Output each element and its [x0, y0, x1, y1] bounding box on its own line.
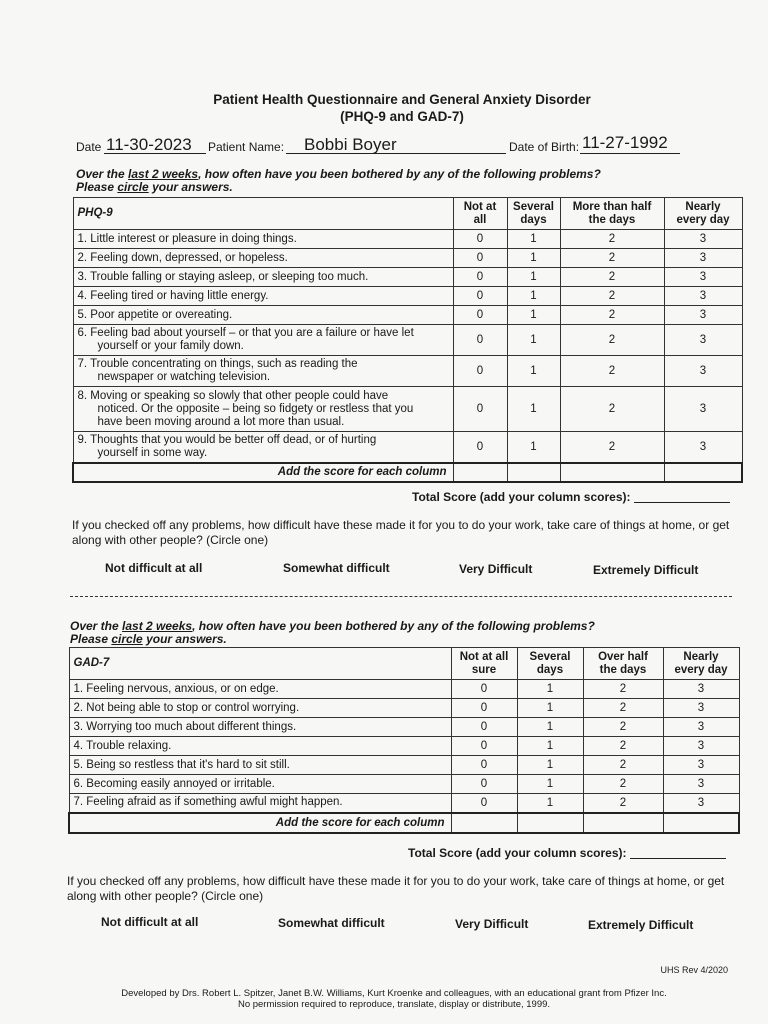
- answer-option[interactable]: 0: [453, 268, 507, 287]
- revision-note: UHS Rev 4/2020: [660, 965, 728, 975]
- answer-option[interactable]: 2: [560, 356, 664, 387]
- column-header: Not at all sure: [451, 648, 517, 680]
- question-text: 7. Feeling afraid as if something awful might happen.: [69, 794, 451, 813]
- phq-option-not-difficult[interactable]: Not difficult at all: [105, 561, 203, 575]
- answer-option[interactable]: 1: [507, 230, 560, 249]
- table-row: [73, 268, 742, 287]
- answer-option[interactable]: 2: [560, 325, 664, 356]
- answer-option[interactable]: 3: [664, 306, 742, 325]
- footer-permission: No permission required to reproduce, translate, display or distribute, 1999.: [237, 999, 551, 1010]
- question-text: 3. Worrying too much about different things.: [69, 718, 451, 737]
- answer-option[interactable]: 3: [664, 387, 742, 432]
- table-row: [73, 230, 742, 249]
- table-row: [69, 699, 739, 718]
- column-header: Not at all: [453, 198, 507, 230]
- table-row: [69, 718, 739, 737]
- sum-row: [73, 463, 742, 482]
- question-text: 9. Thoughts that you would be better off dead, or of hurting yourself in some way.: [73, 432, 453, 463]
- gad-prompt: Over the last 2 weeks, how often have you been bothered by any of the following problems? Please circle your answers.: [70, 619, 595, 646]
- answer-option[interactable]: 3: [663, 756, 739, 775]
- answer-option[interactable]: 3: [663, 718, 739, 737]
- phq-option-extremely-difficult[interactable]: Extremely Difficult: [593, 563, 699, 577]
- answer-option[interactable]: 0: [451, 680, 517, 699]
- table-row: [69, 737, 739, 756]
- answer-option[interactable]: 1: [507, 325, 560, 356]
- answer-option[interactable]: 2: [583, 699, 663, 718]
- gad-total-blank[interactable]: [630, 858, 726, 859]
- column-sum-cell[interactable]: [507, 463, 560, 482]
- question-text: 6. Feeling bad about yourself – or that you are a failure or have let yourself or your family down.: [73, 325, 453, 356]
- answer-option[interactable]: 1: [507, 306, 560, 325]
- answer-option[interactable]: 1: [507, 356, 560, 387]
- answer-option[interactable]: 3: [664, 325, 742, 356]
- answer-option[interactable]: 2: [560, 306, 664, 325]
- question-text: 1. Feeling nervous, anxious, or on edge.: [69, 680, 451, 699]
- phq-total-blank[interactable]: [634, 502, 730, 503]
- question-text: 5. Being so restless that it's hard to sit still.: [69, 756, 451, 775]
- answer-option[interactable]: 0: [451, 775, 517, 794]
- gad-option-very-difficult[interactable]: Very Difficult: [455, 917, 529, 931]
- patient-name-label: Patient Name:: [208, 140, 285, 154]
- form-subtitle: (PHQ-9 and GAD-7): [340, 109, 464, 124]
- phq-difficulty-question: If you checked off any problems, how difficult have these made it for you to do your work, take care of things at home, or get along with other people? (Circle one): [72, 518, 730, 547]
- table-row: [73, 287, 742, 306]
- answer-option[interactable]: 0: [453, 356, 507, 387]
- table-row: [73, 387, 742, 432]
- gad-total-score: Total Score (add your column scores):: [408, 846, 726, 860]
- footer-credit: Developed by Drs. Robert L. Spitzer, Janet B.W. Williams, Kurt Kroenke and colleagues, with an educational grant from Pfizer Inc.: [121, 988, 667, 999]
- table-row: [69, 775, 739, 794]
- phq-option-somewhat-difficult[interactable]: Somewhat difficult: [283, 561, 390, 575]
- gad7-header: GAD-7: [69, 648, 451, 680]
- gad-option-somewhat-difficult[interactable]: Somewhat difficult: [278, 916, 385, 930]
- answer-option[interactable]: 1: [507, 287, 560, 306]
- question-text: 5. Poor appetite or overeating.: [73, 306, 453, 325]
- answer-option[interactable]: 3: [664, 432, 742, 463]
- answer-option[interactable]: 3: [664, 249, 742, 268]
- gad-option-extremely-difficult[interactable]: Extremely Difficult: [588, 918, 694, 932]
- answer-option[interactable]: 2: [583, 775, 663, 794]
- question-text: 8. Moving or speaking so slowly that other people could have noticed. Or the opposite – being so fidgety or restless that you have been moving around a lot more than usual.: [73, 387, 453, 432]
- column-sum-cell[interactable]: [517, 813, 583, 833]
- answer-option[interactable]: 0: [451, 699, 517, 718]
- answer-option[interactable]: 1: [507, 268, 560, 287]
- column-header: Over half the days: [583, 648, 663, 680]
- question-text: 1. Little interest or pleasure in doing things.: [73, 230, 453, 249]
- question-text: 2. Not being able to stop or control worrying.: [69, 699, 451, 718]
- answer-option[interactable]: 3: [663, 680, 739, 699]
- table-row: [73, 306, 742, 325]
- sum-label: Add the score for each column: [69, 813, 451, 833]
- question-text: 4. Feeling tired or having little energy.: [73, 287, 453, 306]
- answer-option[interactable]: 0: [453, 387, 507, 432]
- gad7-table: [68, 647, 740, 834]
- column-header: More than half the days: [560, 198, 664, 230]
- date-label: Date: [76, 140, 102, 154]
- dob-value[interactable]: 11-27-1992: [582, 133, 668, 152]
- sum-label: Add the score for each column: [73, 463, 453, 482]
- answer-option[interactable]: 0: [451, 718, 517, 737]
- answer-option[interactable]: 3: [663, 737, 739, 756]
- answer-option[interactable]: 0: [451, 737, 517, 756]
- column-header: Several days: [517, 648, 583, 680]
- answer-option[interactable]: 2: [583, 680, 663, 699]
- table-row: [69, 680, 739, 699]
- column-header: Several days: [507, 198, 560, 230]
- patient-info-line: [76, 133, 696, 159]
- answer-option[interactable]: 2: [560, 432, 664, 463]
- answer-option[interactable]: 0: [453, 230, 507, 249]
- answer-option[interactable]: 3: [664, 356, 742, 387]
- answer-option[interactable]: 1: [517, 680, 583, 699]
- answer-option[interactable]: 3: [663, 775, 739, 794]
- table-row: [69, 794, 739, 813]
- answer-option[interactable]: 2: [560, 249, 664, 268]
- answer-option[interactable]: 2: [583, 756, 663, 775]
- answer-option[interactable]: 0: [453, 325, 507, 356]
- form-title: Patient Health Questionnaire and General Anxiety Disorder: [213, 92, 591, 107]
- answer-option[interactable]: 1: [507, 432, 560, 463]
- answer-option[interactable]: 2: [560, 230, 664, 249]
- column-sum-cell[interactable]: [451, 813, 517, 833]
- question-text: 2. Feeling down, depressed, or hopeless.: [73, 249, 453, 268]
- answer-option[interactable]: 2: [583, 718, 663, 737]
- answer-option[interactable]: 0: [453, 306, 507, 325]
- gad-option-not-difficult[interactable]: Not difficult at all: [101, 915, 199, 929]
- phq9-header: PHQ-9: [73, 198, 453, 230]
- answer-option[interactable]: 2: [560, 287, 664, 306]
- answer-option[interactable]: 0: [451, 794, 517, 813]
- column-sum-cell[interactable]: [663, 813, 739, 833]
- table-row: [69, 756, 739, 775]
- answer-option[interactable]: 0: [453, 287, 507, 306]
- gad-difficulty-question: If you checked off any problems, how difficult have these made it for you to do your work, take care of things at home, or get along with other people? (Circle one): [67, 874, 725, 903]
- column-sum-cell[interactable]: [453, 463, 507, 482]
- answer-option[interactable]: 3: [663, 794, 739, 813]
- answer-option[interactable]: 1: [517, 699, 583, 718]
- phq-option-very-difficult[interactable]: Very Difficult: [459, 562, 533, 576]
- answer-option[interactable]: 2: [583, 794, 663, 813]
- answer-option[interactable]: 0: [453, 432, 507, 463]
- question-text: 4. Trouble relaxing.: [69, 737, 451, 756]
- table-row: [73, 249, 742, 268]
- answer-option[interactable]: 2: [560, 387, 664, 432]
- phq-total-score: Total Score (add your column scores):: [412, 490, 730, 504]
- answer-option[interactable]: 1: [507, 249, 560, 268]
- answer-option[interactable]: 1: [517, 718, 583, 737]
- column-sum-cell[interactable]: [583, 813, 663, 833]
- answer-option[interactable]: 2: [583, 737, 663, 756]
- dob-underline: [580, 153, 680, 154]
- answer-option[interactable]: 1: [507, 387, 560, 432]
- question-text: 6. Becoming easily annoyed or irritable.: [69, 775, 451, 794]
- table-row: [73, 325, 742, 356]
- column-sum-cell[interactable]: [664, 463, 742, 482]
- answer-option[interactable]: 0: [453, 249, 507, 268]
- answer-option[interactable]: 3: [664, 287, 742, 306]
- answer-option[interactable]: 1: [517, 775, 583, 794]
- answer-option[interactable]: 3: [664, 268, 742, 287]
- answer-option[interactable]: 0: [451, 756, 517, 775]
- answer-option[interactable]: 2: [560, 268, 664, 287]
- patient-name-value[interactable]: Bobbi Boyer: [304, 135, 397, 154]
- answer-option[interactable]: 1: [517, 756, 583, 775]
- question-text: 3. Trouble falling or staying asleep, or sleeping too much.: [73, 268, 453, 287]
- question-text: 7. Trouble concentrating on things, such as reading the newspaper or watching television.: [73, 356, 453, 387]
- answer-option[interactable]: 1: [517, 794, 583, 813]
- table-row: [73, 356, 742, 387]
- date-value[interactable]: 11-30-2023: [106, 135, 192, 154]
- phq9-table: [72, 197, 743, 483]
- dob-label: Date of Birth:: [509, 140, 580, 154]
- column-sum-cell[interactable]: [560, 463, 664, 482]
- answer-option[interactable]: 3: [664, 230, 742, 249]
- section-divider: [70, 596, 732, 597]
- sum-row: [69, 813, 739, 833]
- answer-option[interactable]: 3: [663, 699, 739, 718]
- phq-prompt: Over the last 2 weeks, how often have you been bothered by any of the following problems? Please circle your answers.: [76, 167, 601, 194]
- answer-option[interactable]: 1: [517, 737, 583, 756]
- column-header: Nearly every day: [663, 648, 739, 680]
- column-header: Nearly every day: [664, 198, 742, 230]
- table-row: [73, 432, 742, 463]
